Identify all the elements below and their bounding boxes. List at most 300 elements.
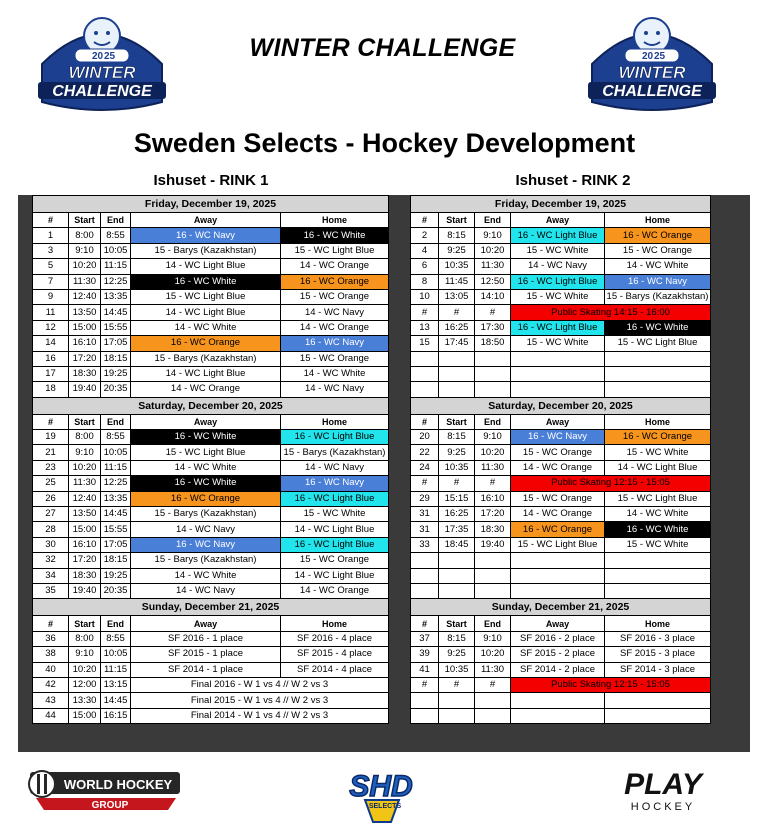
start-time: 13:50 — [69, 305, 101, 320]
game-number: 42 — [33, 677, 69, 692]
end-time: 15:55 — [101, 522, 131, 537]
home-team: 14 - WC Navy — [281, 305, 389, 320]
end-time: 17:20 — [475, 507, 511, 522]
away-team: 16 - WC Navy — [131, 228, 281, 243]
away-team: SF 2014 - 1 place — [131, 662, 281, 677]
winter-challenge-logo-right — [572, 6, 732, 116]
empty-cell — [439, 351, 475, 366]
game-row — [33, 460, 389, 475]
game-number: 17 — [33, 366, 69, 381]
away-team: 15 - WC Light Blue — [511, 537, 605, 552]
empty-cell — [411, 553, 439, 568]
svg-text:WINTER: WINTER — [618, 63, 686, 82]
public-skating-cell: Public Skating 12:15 - 15:05 — [511, 476, 711, 491]
svg-text:20: 20 — [92, 51, 104, 62]
away-team: 14 - WC Navy — [131, 522, 281, 537]
home-team: 14 - WC Light Blue — [605, 460, 711, 475]
home-team: 14 - WC Navy — [281, 460, 389, 475]
start-time: 19:40 — [69, 583, 101, 598]
home-team: 15 - WC Orange — [281, 351, 389, 366]
away-team: 14 - WC Orange — [511, 460, 605, 475]
col-end-header: End — [475, 414, 511, 429]
end-time: 10:20 — [475, 243, 511, 258]
day-label: Saturday, December 20, 2025 — [411, 397, 711, 414]
game-row — [411, 647, 711, 662]
col-away-header: Away — [511, 213, 605, 228]
away-team: 16 - WC White — [131, 476, 281, 491]
empty-cell — [511, 708, 605, 723]
home-team: 14 - WC Orange — [281, 320, 389, 335]
final-cell: Final 2015 - W 1 vs 4 // W 2 vs 3 — [131, 693, 389, 708]
game-number: 44 — [33, 708, 69, 723]
start-time: 9:25 — [439, 243, 475, 258]
col-end-header: End — [475, 616, 511, 631]
start-time: 8:00 — [69, 631, 101, 646]
day-label: Friday, December 19, 2025 — [33, 196, 389, 213]
away-team: 16 - WC Light Blue — [511, 274, 605, 289]
away-team: 15 - WC Light Blue — [131, 289, 281, 304]
end-time: 11:30 — [475, 662, 511, 677]
start-time: 17:35 — [439, 522, 475, 537]
start-time: 19:40 — [69, 382, 101, 397]
col-start-header: Start — [439, 213, 475, 228]
home-team: 16 - WC Navy — [281, 336, 389, 351]
home-team: 15 - WC Orange — [281, 553, 389, 568]
away-team: 16 - WC Light Blue — [511, 228, 605, 243]
start-time: 9:10 — [69, 445, 101, 460]
away-team: 15 - WC White — [511, 336, 605, 351]
col-num-header: # — [411, 616, 439, 631]
end-time: 14:10 — [475, 289, 511, 304]
game-row — [33, 320, 389, 335]
col-away-header: Away — [131, 213, 281, 228]
empty-cell — [605, 382, 711, 397]
day-label: Sunday, December 21, 2025 — [411, 599, 711, 616]
home-team: 16 - WC White — [605, 522, 711, 537]
game-number: 20 — [411, 430, 439, 445]
start-time: 17:20 — [69, 553, 101, 568]
col-away-header: Away — [511, 616, 605, 631]
home-team: 16 - WC Navy — [605, 274, 711, 289]
home-team: 14 - WC White — [605, 507, 711, 522]
page-subtitle: Sweden Selects - Hockey Development — [133, 128, 636, 158]
end-time: 16:10 — [475, 491, 511, 506]
end-time: 13:35 — [101, 289, 131, 304]
day-header — [33, 196, 389, 213]
end-time: 10:20 — [475, 445, 511, 460]
day-header — [411, 397, 711, 414]
home-team: 16 - WC Light Blue — [281, 537, 389, 552]
end-time: 17:30 — [475, 320, 511, 335]
away-team: 16 - WC Navy — [511, 430, 605, 445]
start-time: 13:30 — [69, 693, 101, 708]
game-row — [33, 491, 389, 506]
game-number: # — [411, 476, 439, 491]
game-row — [33, 693, 389, 708]
game-number: 23 — [33, 460, 69, 475]
end-time: 15:55 — [101, 320, 131, 335]
end-time: 11:15 — [101, 460, 131, 475]
day-header — [33, 397, 389, 414]
col-away-header: Away — [511, 414, 605, 429]
svg-text:GROUP: GROUP — [91, 800, 129, 811]
empty-cell — [511, 693, 605, 708]
empty-cell — [605, 583, 711, 598]
empty-cell — [411, 693, 439, 708]
home-team: 16 - WC White — [281, 228, 389, 243]
start-time: 16:25 — [439, 507, 475, 522]
home-team: 15 - WC White — [281, 507, 389, 522]
away-team: 15 - WC Orange — [511, 445, 605, 460]
start-time: 13:05 — [439, 289, 475, 304]
game-number: 15 — [411, 336, 439, 351]
col-end-header: End — [101, 414, 131, 429]
game-number: 16 — [33, 351, 69, 366]
game-row — [411, 677, 711, 692]
column-header-row — [33, 213, 389, 228]
start-time: 17:45 — [439, 336, 475, 351]
rink-1-table — [32, 195, 389, 724]
game-number: 24 — [411, 460, 439, 475]
start-time: 8:15 — [439, 228, 475, 243]
game-number: # — [411, 677, 439, 692]
col-start-header: Start — [69, 414, 101, 429]
start-time: 9:25 — [439, 445, 475, 460]
away-team: 14 - WC Navy — [131, 583, 281, 598]
game-row — [33, 305, 389, 320]
start-time: 10:20 — [69, 662, 101, 677]
away-team: 14 - WC White — [131, 568, 281, 583]
day-label: Saturday, December 20, 2025 — [33, 397, 389, 414]
end-time: 8:55 — [101, 430, 131, 445]
end-time: # — [475, 677, 511, 692]
play-hockey-logo — [603, 764, 723, 814]
svg-text:20: 20 — [642, 51, 654, 62]
home-team: 15 - WC Light Blue — [281, 243, 389, 258]
column-header-row — [411, 616, 711, 631]
svg-text:HOCKEY: HOCKEY — [630, 801, 696, 813]
start-time: 11:45 — [439, 274, 475, 289]
start-time: # — [439, 677, 475, 692]
game-number: 6 — [411, 259, 439, 274]
game-number: 13 — [411, 320, 439, 335]
end-time: 12:50 — [475, 274, 511, 289]
col-num-header: # — [411, 213, 439, 228]
game-row — [33, 507, 389, 522]
game-number: 10 — [411, 289, 439, 304]
home-team: 16 - WC Light Blue — [281, 430, 389, 445]
col-home-header: Home — [605, 213, 711, 228]
empty-row — [411, 553, 711, 568]
svg-text:WINTER: WINTER — [68, 63, 136, 82]
public-skating-cell: Public Skating 14:15 - 16:00 — [511, 305, 711, 320]
game-row — [33, 289, 389, 304]
game-row — [411, 430, 711, 445]
game-row — [411, 537, 711, 552]
col-start-header: Start — [439, 616, 475, 631]
col-num-header: # — [411, 414, 439, 429]
end-time: 20:35 — [101, 382, 131, 397]
home-team: 15 - WC Light Blue — [605, 491, 711, 506]
start-time: 10:20 — [69, 460, 101, 475]
away-team: 16 - WC Navy — [131, 537, 281, 552]
start-time: 9:25 — [439, 647, 475, 662]
end-time: 10:05 — [101, 445, 131, 460]
start-time: 16:10 — [69, 336, 101, 351]
start-time: 8:15 — [439, 430, 475, 445]
game-number: 25 — [33, 476, 69, 491]
game-row — [33, 476, 389, 491]
game-number: 3 — [33, 243, 69, 258]
start-time: # — [439, 476, 475, 491]
away-team: SF 2015 - 2 place — [511, 647, 605, 662]
away-team: 14 - WC White — [131, 320, 281, 335]
away-team: SF 2016 - 2 place — [511, 631, 605, 646]
away-team: 14 - WC Navy — [511, 259, 605, 274]
game-number: 1 — [33, 228, 69, 243]
empty-row — [411, 568, 711, 583]
day-header — [33, 599, 389, 616]
game-row — [33, 228, 389, 243]
start-time: 18:30 — [69, 568, 101, 583]
col-home-header: Home — [281, 213, 389, 228]
game-number: 28 — [33, 522, 69, 537]
start-time: 8:00 — [69, 430, 101, 445]
end-time: 18:15 — [101, 351, 131, 366]
away-team: 15 - WC White — [511, 289, 605, 304]
end-time: 14:45 — [101, 507, 131, 522]
game-row — [411, 259, 711, 274]
game-number: 27 — [33, 507, 69, 522]
away-team: 14 - WC Light Blue — [131, 305, 281, 320]
end-time: 14:45 — [101, 693, 131, 708]
end-time: 18:30 — [475, 522, 511, 537]
empty-row — [411, 351, 711, 366]
empty-row — [411, 708, 711, 723]
rink-2-table — [410, 195, 711, 724]
rink-1-title: Ishuset - RINK 1 — [153, 172, 269, 189]
start-time: 18:45 — [439, 537, 475, 552]
empty-cell — [439, 568, 475, 583]
column-header-row — [33, 414, 389, 429]
winter-challenge-logo-left — [22, 6, 182, 116]
home-team: 14 - WC White — [605, 259, 711, 274]
game-number: 11 — [33, 305, 69, 320]
start-time: 16:25 — [439, 320, 475, 335]
empty-cell — [475, 366, 511, 381]
home-team: 16 - WC White — [605, 320, 711, 335]
end-time: 19:25 — [101, 568, 131, 583]
empty-cell — [411, 568, 439, 583]
game-number: 4 — [411, 243, 439, 258]
end-time: 18:50 — [475, 336, 511, 351]
end-time: 9:10 — [475, 430, 511, 445]
end-time: 10:20 — [475, 647, 511, 662]
away-team: 16 - WC Light Blue — [511, 320, 605, 335]
end-time: 17:05 — [101, 537, 131, 552]
start-time: 10:35 — [439, 259, 475, 274]
empty-cell — [511, 366, 605, 381]
game-row — [33, 430, 389, 445]
empty-cell — [511, 568, 605, 583]
empty-cell — [605, 708, 711, 723]
start-time: 15:00 — [69, 708, 101, 723]
home-team: 16 - WC Navy — [281, 476, 389, 491]
end-time: 11:15 — [101, 259, 131, 274]
game-number: 22 — [411, 445, 439, 460]
empty-cell — [411, 583, 439, 598]
away-team: 14 - WC Orange — [131, 382, 281, 397]
game-row — [411, 228, 711, 243]
empty-row — [411, 366, 711, 381]
game-number: 35 — [33, 583, 69, 598]
empty-row — [411, 693, 711, 708]
game-row — [33, 583, 389, 598]
end-time: 8:55 — [101, 631, 131, 646]
col-home-header: Home — [605, 616, 711, 631]
end-time: 11:30 — [475, 460, 511, 475]
col-start-header: Start — [439, 414, 475, 429]
game-row — [33, 445, 389, 460]
start-time: 15:00 — [69, 522, 101, 537]
start-time: 11:30 — [69, 476, 101, 491]
home-team: 15 - WC Orange — [605, 243, 711, 258]
game-number: # — [411, 305, 439, 320]
page-title: WINTER CHALLENGE — [249, 34, 516, 62]
svg-text:25: 25 — [654, 51, 666, 62]
home-team: SF 2014 - 3 place — [605, 662, 711, 677]
start-time: 12:40 — [69, 289, 101, 304]
empty-cell — [439, 366, 475, 381]
game-row — [33, 631, 389, 646]
away-team: 16 - WC Orange — [511, 522, 605, 537]
day-label: Sunday, December 21, 2025 — [33, 599, 389, 616]
start-time: 15:15 — [439, 491, 475, 506]
game-number: 39 — [411, 647, 439, 662]
col-away-header: Away — [131, 616, 281, 631]
empty-cell — [475, 693, 511, 708]
home-team: 14 - WC Navy — [281, 382, 389, 397]
game-number: 18 — [33, 382, 69, 397]
game-row — [411, 445, 711, 460]
game-row — [33, 274, 389, 289]
home-team: SF 2015 - 3 place — [605, 647, 711, 662]
away-team: 15 - Barys (Kazakhstan) — [131, 243, 281, 258]
game-number: 19 — [33, 430, 69, 445]
home-team: 15 - WC Orange — [281, 289, 389, 304]
game-number: 31 — [411, 507, 439, 522]
away-team: 15 - Barys (Kazakhstan) — [131, 553, 281, 568]
empty-row — [411, 382, 711, 397]
start-time: 16:10 — [69, 537, 101, 552]
col-num-header: # — [33, 414, 69, 429]
game-row — [33, 677, 389, 692]
col-end-header: End — [475, 213, 511, 228]
empty-cell — [411, 708, 439, 723]
away-team: SF 2016 - 1 place — [131, 631, 281, 646]
col-end-header: End — [101, 213, 131, 228]
home-team: SF 2014 - 4 place — [281, 662, 389, 677]
col-away-header: Away — [131, 414, 281, 429]
end-time: 12:25 — [101, 476, 131, 491]
svg-text:SELECTS: SELECTS — [368, 803, 402, 810]
game-number: 9 — [33, 289, 69, 304]
column-header-row — [33, 616, 389, 631]
game-row — [33, 537, 389, 552]
svg-text:CHALLENGE: CHALLENGE — [52, 83, 152, 100]
game-row — [33, 259, 389, 274]
start-time: 12:40 — [69, 491, 101, 506]
empty-cell — [475, 382, 511, 397]
home-team: 14 - WC Light Blue — [281, 568, 389, 583]
col-num-header: # — [33, 616, 69, 631]
col-home-header: Home — [281, 616, 389, 631]
game-number: 38 — [33, 647, 69, 662]
start-time: 13:50 — [69, 507, 101, 522]
game-row — [411, 274, 711, 289]
game-row — [33, 647, 389, 662]
empty-cell — [439, 382, 475, 397]
game-number: 40 — [33, 662, 69, 677]
game-row — [411, 289, 711, 304]
empty-cell — [511, 351, 605, 366]
end-time: 9:10 — [475, 228, 511, 243]
home-team: 16 - WC Orange — [281, 274, 389, 289]
start-time: 8:00 — [69, 228, 101, 243]
end-time: 20:35 — [101, 583, 131, 598]
away-team: 15 - WC Light Blue — [131, 445, 281, 460]
day-header — [411, 196, 711, 213]
game-number: 14 — [33, 336, 69, 351]
game-row — [411, 243, 711, 258]
game-number: 37 — [411, 631, 439, 646]
start-time: 15:00 — [69, 320, 101, 335]
svg-text:SHD: SHD — [349, 770, 413, 803]
column-header-row — [411, 414, 711, 429]
column-header-row — [411, 213, 711, 228]
day-label: Friday, December 19, 2025 — [411, 196, 711, 213]
away-team: 14 - WC Light Blue — [131, 259, 281, 274]
game-number: 5 — [33, 259, 69, 274]
empty-cell — [475, 568, 511, 583]
game-row — [33, 366, 389, 381]
start-time: 10:35 — [439, 662, 475, 677]
svg-text:WORLD HOCKEY: WORLD HOCKEY — [63, 777, 173, 792]
away-team: 14 - WC White — [131, 460, 281, 475]
game-number: 30 — [33, 537, 69, 552]
end-time: 18:15 — [101, 553, 131, 568]
game-row — [411, 336, 711, 351]
final-cell: Final 2016 - W 1 vs 4 // W 2 vs 3 — [131, 677, 389, 692]
game-number: 31 — [411, 522, 439, 537]
home-team: 14 - WC Orange — [281, 583, 389, 598]
empty-cell — [411, 382, 439, 397]
empty-cell — [475, 351, 511, 366]
end-time: 11:15 — [101, 662, 131, 677]
empty-cell — [511, 553, 605, 568]
away-team: 16 - WC White — [131, 430, 281, 445]
end-time: 10:05 — [101, 647, 131, 662]
start-time: 18:30 — [69, 366, 101, 381]
game-row — [411, 320, 711, 335]
game-row — [33, 662, 389, 677]
game-row — [411, 476, 711, 491]
end-time: 11:30 — [475, 259, 511, 274]
game-row — [411, 631, 711, 646]
home-team: 14 - WC Light Blue — [281, 522, 389, 537]
game-row — [33, 382, 389, 397]
game-row — [33, 351, 389, 366]
